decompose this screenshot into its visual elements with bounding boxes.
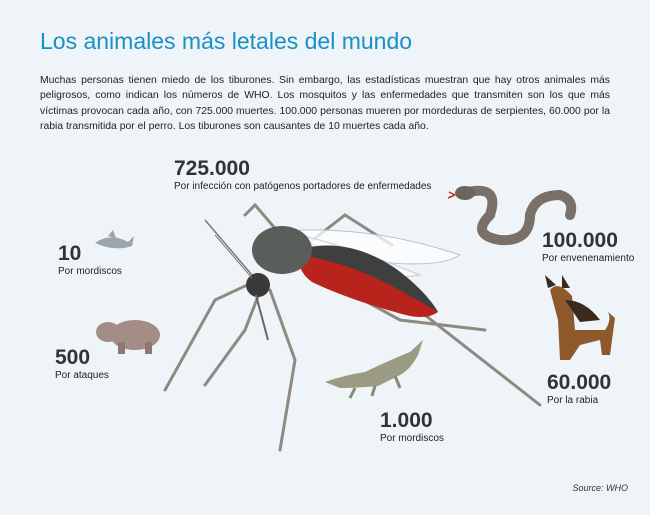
page-title: Los animales más letales del mundo (40, 28, 413, 54)
crocodile-icon (325, 340, 423, 398)
stat-mosquito-value: 725.000 (174, 157, 250, 180)
intro-paragraph: Muchas personas tienen miedo de los tiburones. Sin embargo, las estadísticas muestran que hay otros animales más peligrosos, como indican los números de WHO. Los mosquitos y las enfermedades que transmiten son los que más víctimas provocan cada año, con 725.000 muertes. 100.000 personas mueren por mordeduras de serpientes, 60.000 por la rabia transmitida por el perro. Los tiburones son causantes de 10 muertes cada año. (40, 75, 610, 133)
stat-shark-label: Por mordiscos (58, 266, 122, 277)
stat-crocodile-value: 1.000 (380, 409, 433, 432)
stat-hippo-label: Por ataques (55, 370, 109, 381)
mosquito-icon (165, 205, 540, 450)
stat-shark-value: 10 (58, 242, 82, 265)
stat-shark (58, 243, 122, 278)
stat-hippo-value: 500 (55, 346, 91, 369)
stat-hippo (55, 347, 109, 382)
source-note: Source: WHO (572, 483, 628, 493)
stat-crocodile-label: Por mordiscos (380, 433, 444, 444)
stat-dog-value: 60.000 (547, 371, 612, 394)
stat-crocodile (380, 410, 444, 445)
stat-dog (547, 372, 611, 407)
stat-mosquito (174, 158, 431, 193)
dog-icon (545, 275, 615, 360)
stat-snake-label: Por envenenamiento (542, 253, 635, 264)
stat-snake (542, 230, 634, 265)
stat-mosquito-label: Por infección con patógenos portadores de enfermedades (174, 181, 432, 192)
stat-snake-value: 100.000 (542, 229, 618, 252)
stat-dog-label: Por la rabia (547, 395, 599, 406)
